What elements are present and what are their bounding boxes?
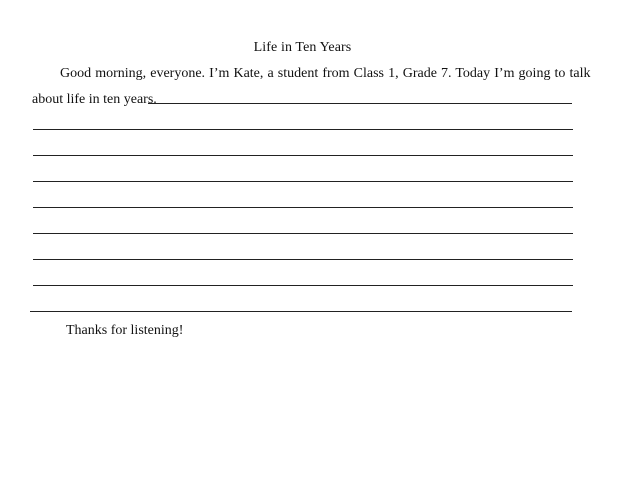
writing-line [33,207,573,208]
intro-line-2: about life in ten years. [32,92,157,107]
page-title: Life in Ten Years [253,40,352,55]
writing-line [30,311,572,312]
writing-line [33,259,573,260]
writing-line [33,129,573,130]
writing-line [33,285,573,286]
writing-line [33,233,573,234]
intro-line-1: Good morning, everyone. I’m Kate, a student from Class 1, Grade 7. Today I’m going to talk [60,66,591,81]
writing-line [33,155,573,156]
intro-line-2-row [32,92,574,110]
writing-line [148,103,572,104]
writing-line [33,181,573,182]
closing-text: Thanks for listening! [66,323,184,338]
